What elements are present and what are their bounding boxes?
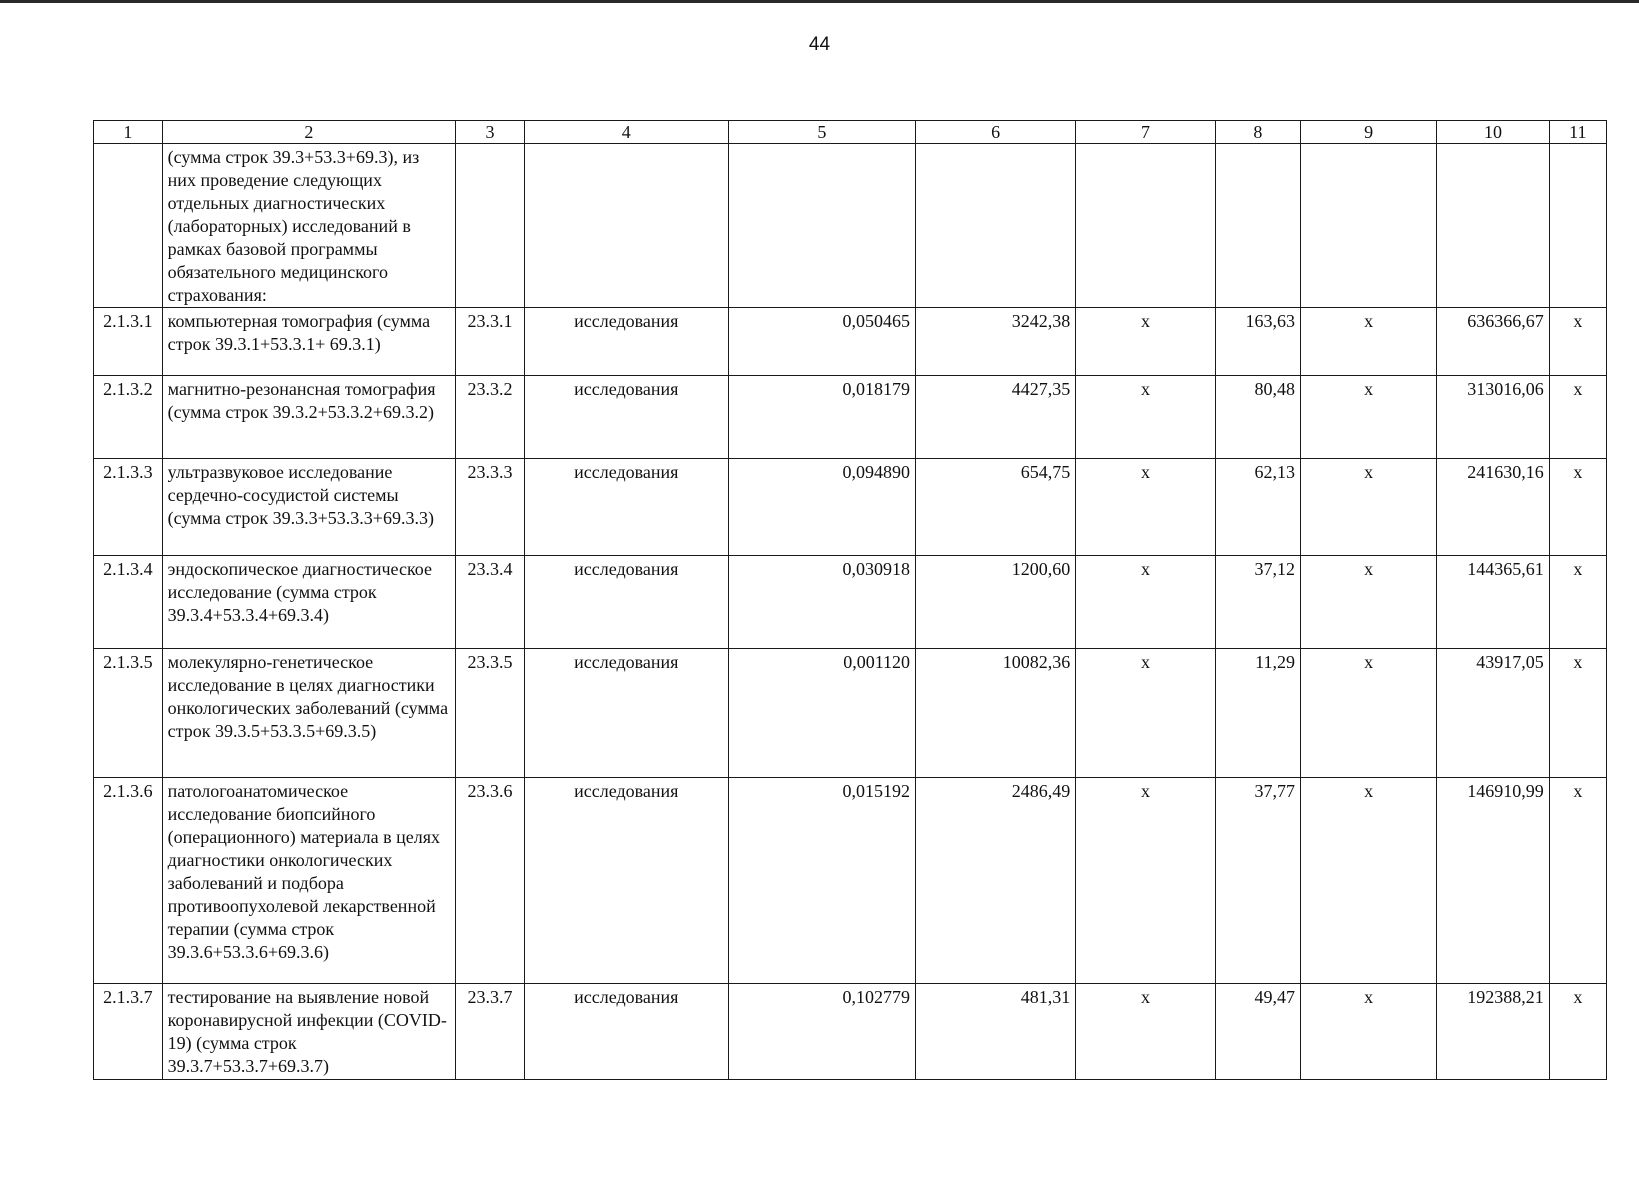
row-unit: исследования: [524, 556, 728, 649]
row-volume: 0,102779: [728, 984, 915, 1080]
table-row: [94, 308, 1607, 376]
table-row: [94, 984, 1607, 1080]
table-row: [94, 459, 1607, 556]
row-total: 43917,05: [1437, 649, 1549, 778]
row-line: 23.3.1: [456, 308, 525, 376]
row-name: тестирование на выявление новой коронавирусной инфекции (COVID-19) (сумма строк 39.3.7+53.3.7+69.3.7): [162, 984, 455, 1080]
row-col11: х: [1549, 778, 1606, 984]
row-col11: х: [1549, 376, 1606, 459]
column-header: 5: [728, 121, 915, 144]
column-header: 3: [456, 121, 525, 144]
column-header: 4: [524, 121, 728, 144]
empty-cell: [1437, 144, 1549, 308]
row-col11: х: [1549, 649, 1606, 778]
row-cost: 1200,60: [916, 556, 1076, 649]
row-volume: 0,030918: [728, 556, 915, 649]
row-line: 23.3.3: [456, 459, 525, 556]
row-name: эндоскопическое диагностическое исследование (сумма строк 39.3.4+53.3.4+69.3.4): [162, 556, 455, 649]
empty-cell: [456, 144, 525, 308]
table-row: [94, 556, 1607, 649]
row-col7: х: [1076, 778, 1215, 984]
column-header: 2: [162, 121, 455, 144]
table-row: [94, 778, 1607, 984]
row-unit: исследования: [524, 376, 728, 459]
continuation-row: [94, 144, 1607, 308]
row-per-capita: 37,12: [1215, 556, 1300, 649]
column-header: 7: [1076, 121, 1215, 144]
row-code: 2.1.3.5: [94, 649, 163, 778]
row-line: 23.3.7: [456, 984, 525, 1080]
row-code: 2.1.3.4: [94, 556, 163, 649]
row-col11: х: [1549, 459, 1606, 556]
row-volume: 0,094890: [728, 459, 915, 556]
empty-cell: [1301, 144, 1437, 308]
row-cost: 481,31: [916, 984, 1076, 1080]
row-col7: х: [1076, 376, 1215, 459]
row-col7: х: [1076, 556, 1215, 649]
column-number-row: [94, 121, 1607, 144]
empty-cell: [524, 144, 728, 308]
table-row: [94, 649, 1607, 778]
row-line: 23.3.5: [456, 649, 525, 778]
row-per-capita: 163,63: [1215, 308, 1300, 376]
row-code: 2.1.3.3: [94, 459, 163, 556]
column-header: 9: [1301, 121, 1437, 144]
row-name: компьютерная томография (сумма строк 39.3.1+53.3.1+ 69.3.1): [162, 308, 455, 376]
row-cost: 3242,38: [916, 308, 1076, 376]
name-cell: (сумма строк 39.3+53.3+69.3), из них проведение следующих отдельных диагностических (лабораторных) исследований в рамках базовой программы обязательного медицинского страхования:: [162, 144, 455, 308]
row-col9: х: [1301, 556, 1437, 649]
row-total: 313016,06: [1437, 376, 1549, 459]
row-unit: исследования: [524, 308, 728, 376]
table-body: [94, 121, 1607, 1080]
row-col9: х: [1301, 778, 1437, 984]
row-name: патологоанатомическое исследование биопсийного (операционного) материала в целях диагностики онкологических заболеваний и подбора противоопухолевой лекарственной терапии (сумма строк 39.3.6+53.3.6+69.3.6): [162, 778, 455, 984]
column-header: 6: [916, 121, 1076, 144]
empty-cell: [1549, 144, 1606, 308]
row-total: 144365,61: [1437, 556, 1549, 649]
data-table: [93, 120, 1607, 1080]
row-unit: исследования: [524, 649, 728, 778]
row-volume: 0,001120: [728, 649, 915, 778]
row-cost: 2486,49: [916, 778, 1076, 984]
row-cost: 4427,35: [916, 376, 1076, 459]
row-col9: х: [1301, 376, 1437, 459]
row-line: 23.3.2: [456, 376, 525, 459]
row-total: 192388,21: [1437, 984, 1549, 1080]
empty-cell: [916, 144, 1076, 308]
row-per-capita: 37,77: [1215, 778, 1300, 984]
row-line: 23.3.6: [456, 778, 525, 984]
row-code: 2.1.3.2: [94, 376, 163, 459]
code-cell: [94, 144, 163, 308]
row-per-capita: 49,47: [1215, 984, 1300, 1080]
row-code: 2.1.3.6: [94, 778, 163, 984]
row-col9: х: [1301, 984, 1437, 1080]
table-row: [94, 376, 1607, 459]
row-total: 241630,16: [1437, 459, 1549, 556]
row-name: молекулярно-генетическое исследование в целях диагностики онкологических заболеваний (сумма строк 39.3.5+53.3.5+69.3.5): [162, 649, 455, 778]
empty-cell: [728, 144, 915, 308]
empty-cell: [1215, 144, 1300, 308]
column-header: 1: [94, 121, 163, 144]
empty-cell: [1076, 144, 1215, 308]
scan-edge-line: [0, 0, 1639, 3]
row-volume: 0,015192: [728, 778, 915, 984]
row-total: 636366,67: [1437, 308, 1549, 376]
row-per-capita: 62,13: [1215, 459, 1300, 556]
column-header: 10: [1437, 121, 1549, 144]
row-name: магнитно-резонансная томография (сумма строк 39.3.2+53.3.2+69.3.2): [162, 376, 455, 459]
row-col9: х: [1301, 459, 1437, 556]
row-volume: 0,018179: [728, 376, 915, 459]
column-header: 8: [1215, 121, 1300, 144]
row-col11: х: [1549, 556, 1606, 649]
row-per-capita: 80,48: [1215, 376, 1300, 459]
row-per-capita: 11,29: [1215, 649, 1300, 778]
row-col7: х: [1076, 459, 1215, 556]
row-unit: исследования: [524, 778, 728, 984]
row-line: 23.3.4: [456, 556, 525, 649]
row-name: ультразвуковое исследование сердечно-сосудистой системы (сумма строк 39.3.3+53.3.3+69.3.3): [162, 459, 455, 556]
row-volume: 0,050465: [728, 308, 915, 376]
row-col9: х: [1301, 308, 1437, 376]
row-col7: х: [1076, 984, 1215, 1080]
row-cost: 10082,36: [916, 649, 1076, 778]
page-number: 44: [808, 34, 831, 55]
row-col7: х: [1076, 308, 1215, 376]
row-code: 2.1.3.1: [94, 308, 163, 376]
row-col11: х: [1549, 984, 1606, 1080]
row-unit: исследования: [524, 984, 728, 1080]
row-unit: исследования: [524, 459, 728, 556]
row-col11: х: [1549, 308, 1606, 376]
row-code: 2.1.3.7: [94, 984, 163, 1080]
row-col7: х: [1076, 649, 1215, 778]
column-header: 11: [1549, 121, 1606, 144]
row-total: 146910,99: [1437, 778, 1549, 984]
row-cost: 654,75: [916, 459, 1076, 556]
row-col9: х: [1301, 649, 1437, 778]
